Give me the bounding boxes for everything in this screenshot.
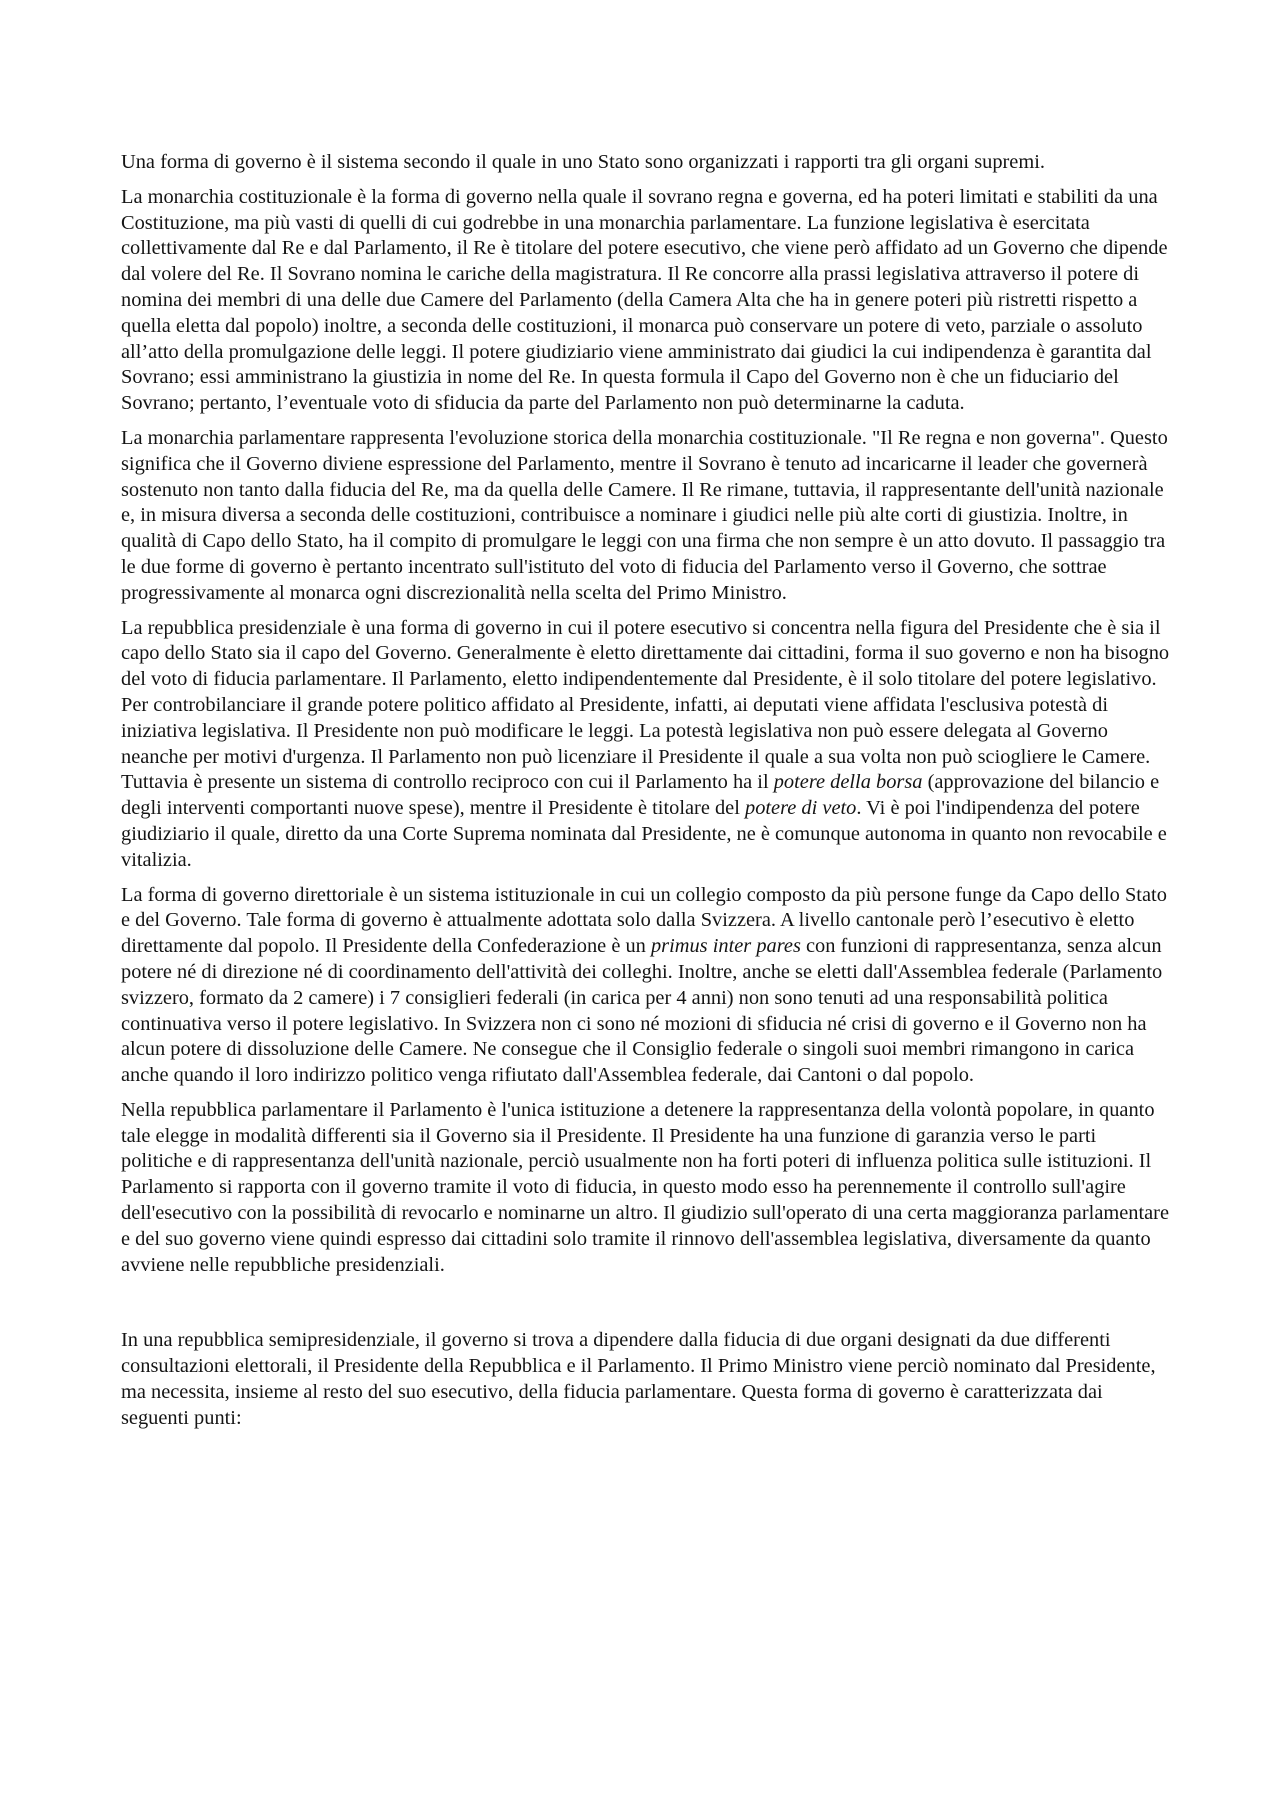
paragraph-monarchia-costituzionale: La monarchia costituzionale è la forma di governo nella quale il sovrano regna e governa, ed ha poteri limitati e stabiliti da una Costituzione, ma più vasti di quelli di cui godrebbe in una monarchia parlamentare. La funzione legislativa è esercitata collettivamente dal Re e dal Parlamento, il Re è titolare del potere esecutivo, che viene però affidato ad un Governo che dipende dal volere del Re. Il Sovrano nomina le cariche della magistratura. Il Re concorre alla prassi legislativa attraverso il potere di nomina dei membri di una delle due Camere del Parlamento (della Camera Alta che ha in genere poteri più ristretti rispetto a quella eletta dal popolo) inoltre, a seconda delle costituzioni, il monarca può conservare un potere di veto, parziale o assoluto all’atto della promulgazione delle leggi. Il potere giudiziario viene amministrato dai giudici la cui indipendenza è garantita dal Sovrano; essi amministrano la giustizia in nome del Re. In questa formula il Capo del Governo non è che un fiduciario del Sovrano; pertanto, l’eventuale voto di sfiducia da parte del Parlamento non può determinarne la caduta. (121, 185, 1168, 415)
italic-term: potere della borsa (773, 771, 923, 794)
paragraph-repubblica-presidenziale (121, 616, 1171, 874)
text-segment: con funzioni di rappresentanza, senza alcun potere né di direzione né di coordinamento dell'attività dei colleghi. Inoltre, anche se eletti dall'Assemblea federale (Parlamento svizzero, formato da 2 camere) i 7 consiglieri federali (in carica per 4 anni) non sono tenuti ad una responsabilità politica continuativa verso il potere legislativo. In Svizzera non ci sono né mozioni di sfiducia né crisi di governo e il Governo non ha alcun potere di dissoluzione delle Camere. Ne consegue che il Consiglio federale o singoli suoi membri rimangono in carica anche quando il loro indirizzo politico venga rifiutato dall'Assemblea federale, dai Cantoni o dal popolo. (121, 935, 1163, 1087)
text-segment: La repubblica presidenziale è una forma di governo in cui il potere esecutivo si concentra nella figura del Presidente che è sia il capo dello Stato sia il capo del Governo. Generalmente è eletto direttamente dai cittadini, forma il suo governo e non ha bisogno del voto di fiducia parlamentare. Il Parlamento, eletto indipendentemente dal Presidente, è il solo titolare del potere legislativo. Per controbilanciare il grande potere politico affidato al Presidente, infatti, ai deputati viene affidata l'esclusiva potestà di iniziativa legislativa. Il Presidente non può modificare le leggi. La potestà legislativa non può essere delegata al Governo neanche per motivi d'urgenza. Il Parlamento non può licenziare il Presidente il quale a sua volta non può sciogliere le Camere. Tuttavia è presente un sistema di controllo reciproco con cui il Parlamento ha il (121, 616, 1170, 794)
paragraph-forma-direttoriale (121, 883, 1171, 1089)
italic-term: potere di veto (745, 797, 857, 820)
paragraph-repubblica-parlamentare: Nella repubblica parlamentare il Parlamento è l'unica istituzione a detenere la rappresentanza della volontà popolare, in quanto tale elegge in modalità differenti sia il Governo sia il Presidente. Il Presidente ha una funzione di garanzia verso le parti politiche e di rappresentanza dell'unità nazionale, perciò usualmente non ha forti poteri di influenza politica sulle istituzioni. Il Parlamento si rapporta con il governo tramite il voto di fiducia, in questo modo esso ha perennemente il controllo sull'agire dell'esecutivo con la possibilità di revocarlo e nominarne un altro. Il giudizio sull'operato di una certa maggioranza parlamentare e del suo governo viene quindi espresso dai cittadini solo tramite il rinnovo dell'assemblea legislativa, diversamente da quanto avviene nelle repubbliche presidenziali. (121, 1098, 1170, 1276)
paragraph-repubblica-semipresidenziale: In una repubblica semipresidenziale, il governo si trova a dipendere dalla fiducia di due organi designati da due differenti consultazioni elettorali, il Presidente della Repubblica e il Parlamento. Il Primo Ministro viene perciò nominato dal Presidente, ma necessita, insieme al resto del suo esecutivo, della fiducia parlamentare. Questa forma di governo è caratterizzata dai seguenti punti: (121, 1329, 1156, 1429)
document-page (121, 150, 1171, 1441)
text-segment: La forma di governo direttoriale è un sistema istituzionale in cui un collegio composto da più persone funge da Capo dello Stato e del Governo. Tale forma di governo è attualmente adottata solo dalla Svizzera. A livello cantonale però l’esecutivo è eletto direttamente dal popolo. Il Presidente della Confederazione è un (121, 883, 1167, 958)
text-segment: (approvazione del bilancio e degli interventi comportanti nuove spese), mentre il Presidente è titolare del (121, 771, 1160, 820)
text-segment: . Vi è poi l'indipendenza del potere giudiziario il quale, diretto da una Corte Suprema nominata dal Presidente, ne è comunque autonoma in quanto non revocabile e vitalizia. (121, 797, 1167, 871)
paragraph-forma-di-governo: Una forma di governo è il sistema secondo il quale in uno Stato sono organizzati i rapporti tra gli organi supremi. (121, 151, 1045, 173)
italic-term: primus inter pares (650, 935, 801, 958)
paragraph-monarchia-parlamentare: La monarchia parlamentare rappresenta l'evoluzione storica della monarchia costituzionale. "Il Re regna e non governa". Questo significa che il Governo diviene espressione del Parlamento, mentre il Sovrano è tenuto ad incaricarne il leader che governerà sostenuto non tanto dalla fiducia del Re, ma da quella delle Camere. Il Re rimane, tuttavia, il rappresentante dell'unità nazionale e, in misura diversa a seconda delle costituzioni, contribuisce a nominare i giudici nelle più alte corti di giustizia. Inoltre, in qualità di Capo dello Stato, ha il compito di promulgare le leggi con una firma che non sempre è un atto dovuto. Il passaggio tra le due forme di governo è pertanto incentrato sull'istituto del voto di fiducia del Parlamento verso il Governo, che sottrae progressivamente al monarca ogni discrezionalità nella scelta del Primo Ministro. (121, 426, 1168, 604)
